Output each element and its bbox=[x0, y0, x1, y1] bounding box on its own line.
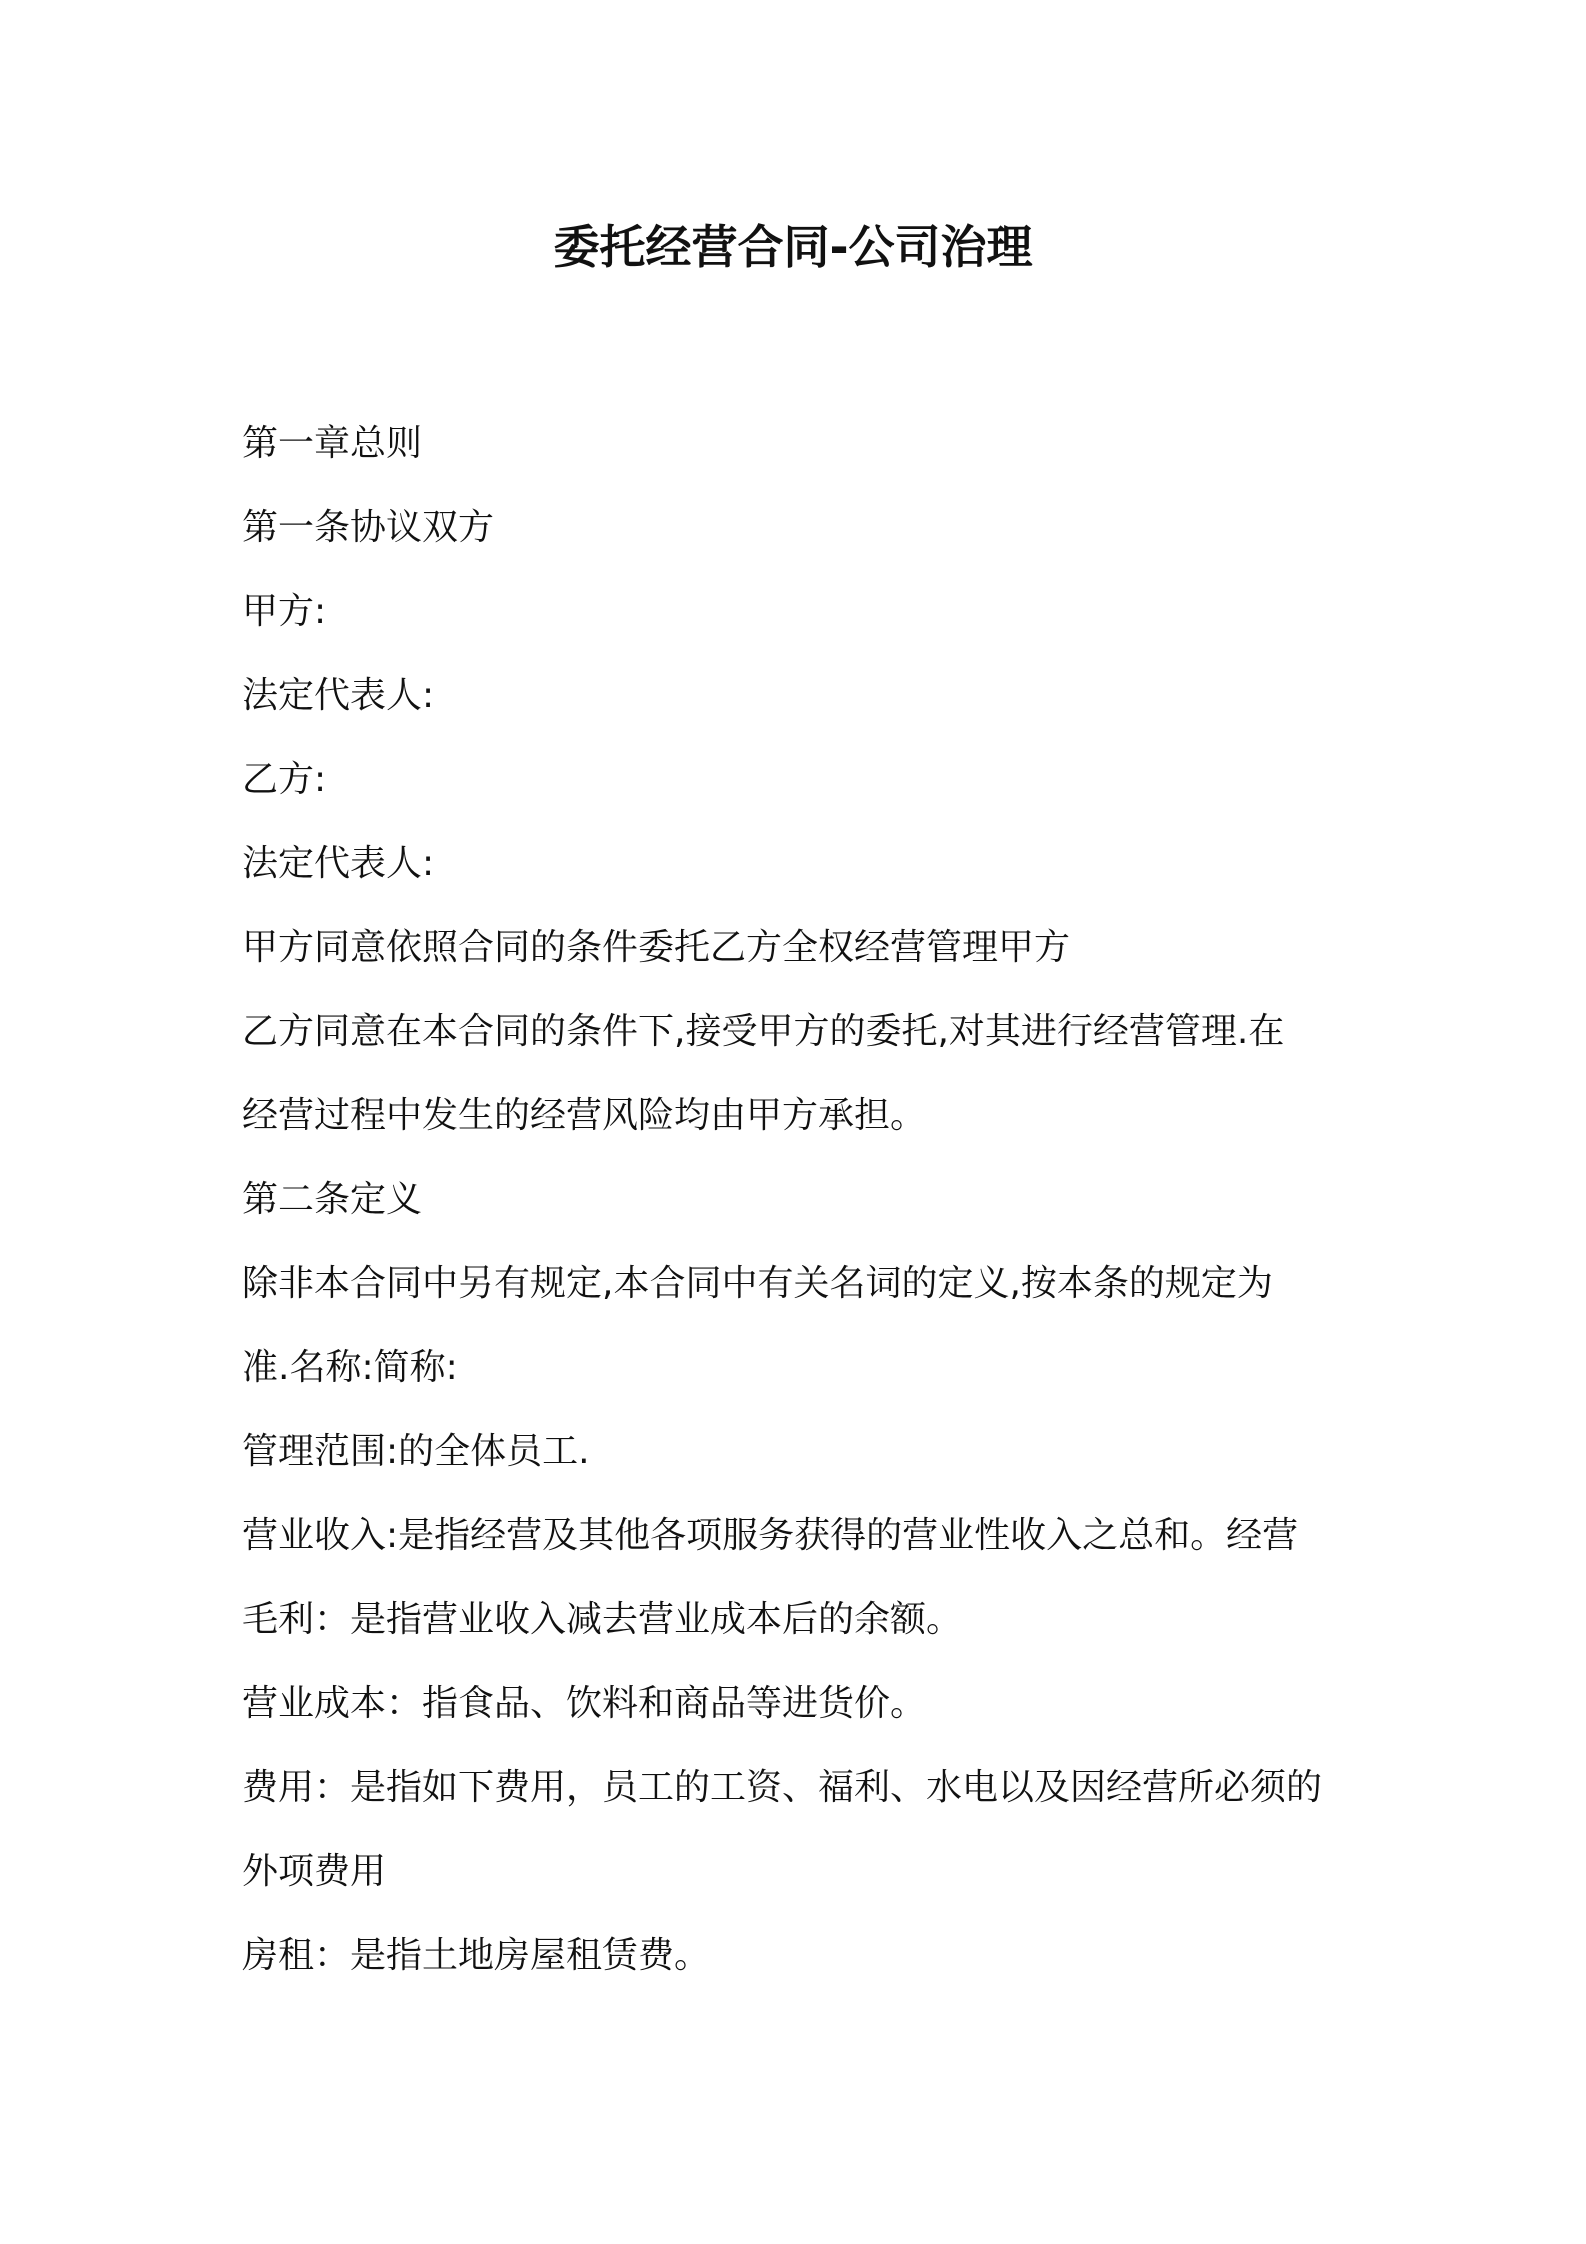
document-title: 委托经营合同-公司治理 bbox=[553, 220, 1033, 274]
article-heading: 第二条定义 bbox=[242, 1179, 423, 1220]
party-a-line: 甲方: bbox=[242, 591, 327, 632]
definition-line: 费用：是指如下费用，员工的工资、福利、水电以及因经营所必须的 bbox=[242, 1767, 1323, 1808]
document-body bbox=[242, 402, 1362, 1998]
party-a-representative-line: 法定代表人: bbox=[242, 675, 435, 716]
party-b-representative-line: 法定代表人: bbox=[242, 843, 435, 884]
party-b-line: 乙方: bbox=[242, 759, 327, 800]
definition-line: 毛利：是指营业收入减去营业成本后的余额。 bbox=[242, 1599, 963, 1640]
paragraph-line: 除非本合同中另有规定,本合同中有关名词的定义,按本条的规定为 bbox=[242, 1263, 1273, 1304]
paragraph-line: 经营过程中发生的经营风险均由甲方承担。 bbox=[242, 1095, 927, 1136]
definition-line: 外项费用 bbox=[242, 1851, 387, 1892]
paragraph-line: 准.名称:简称: bbox=[242, 1347, 458, 1388]
article-heading: 第一条协议双方 bbox=[242, 507, 495, 548]
chapter-heading: 第一章总则 bbox=[242, 423, 423, 464]
paragraph-line: 乙方同意在本合同的条件下,接受甲方的委托,对其进行经营管理.在 bbox=[242, 1011, 1285, 1052]
definition-line: 房租：是指土地房屋租赁费。 bbox=[242, 1935, 711, 1976]
definition-line: 营业成本：指食品、饮料和商品等进货价。 bbox=[242, 1683, 927, 1724]
definition-line: 营业收入:是指经营及其他各项服务获得的营业性收入之总和。经营 bbox=[242, 1515, 1299, 1556]
paragraph-line: 甲方同意依照合同的条件委托乙方全权经营管理甲方 bbox=[242, 927, 1071, 968]
definition-line: 管理范围:的全体员工. bbox=[242, 1431, 590, 1472]
